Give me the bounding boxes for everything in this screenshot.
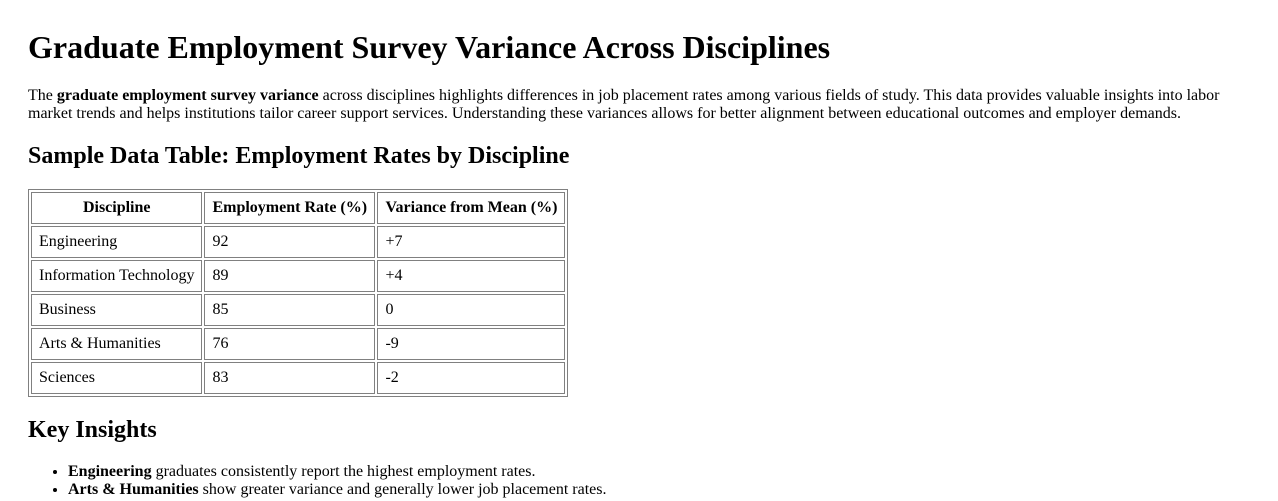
cell-discipline: Arts & Humanities <box>31 328 202 360</box>
cell-variance: +7 <box>377 226 565 258</box>
cell-variance: 0 <box>377 294 565 326</box>
intro-paragraph <box>28 87 1250 123</box>
insight-text: graduates consistently report the highest employment rates. <box>151 463 536 480</box>
table-row <box>31 260 565 292</box>
table-row <box>31 328 565 360</box>
list-item <box>68 463 606 481</box>
table-row <box>31 362 565 394</box>
cell-variance: -2 <box>377 362 565 394</box>
page-title: Graduate Employment Survey Variance Across Disciplines <box>28 29 831 65</box>
employment-rates-table <box>28 189 568 397</box>
table-header-row <box>31 192 565 224</box>
cell-employment-rate: 92 <box>204 226 375 258</box>
insights-heading: Key Insights <box>28 417 157 443</box>
header-discipline: Discipline <box>31 192 202 224</box>
cell-employment-rate: 76 <box>204 328 375 360</box>
intro-post: across disciplines highlights differences in job placement rates among various fields of study. This data provides valuable insights into labor market trends and helps institutions tailor career support services. Understanding these variances allows for better alignment between educational outcomes and employer demands. <box>28 87 1220 122</box>
insight-text: show greater variance and generally lower job placement rates. <box>198 481 607 498</box>
table-row <box>31 226 565 258</box>
list-item <box>68 481 606 499</box>
cell-discipline: Business <box>31 294 202 326</box>
table-row <box>31 294 565 326</box>
table-heading: Sample Data Table: Employment Rates by Discipline <box>28 143 570 169</box>
cell-discipline: Engineering <box>31 226 202 258</box>
cell-discipline: Information Technology <box>31 260 202 292</box>
insights-list <box>28 463 606 499</box>
cell-employment-rate: 85 <box>204 294 375 326</box>
cell-employment-rate: 89 <box>204 260 375 292</box>
cell-discipline: Sciences <box>31 362 202 394</box>
intro-pre: The <box>28 87 57 104</box>
header-variance: Variance from Mean (%) <box>377 192 565 224</box>
insight-bold: Arts & Humanities <box>68 481 199 498</box>
intro-bold-term: graduate employment survey variance <box>56 87 319 104</box>
cell-employment-rate: 83 <box>204 362 375 394</box>
cell-variance: -9 <box>377 328 565 360</box>
header-employment-rate: Employment Rate (%) <box>204 192 375 224</box>
insight-bold: Engineering <box>68 463 152 480</box>
cell-variance: +4 <box>377 260 565 292</box>
